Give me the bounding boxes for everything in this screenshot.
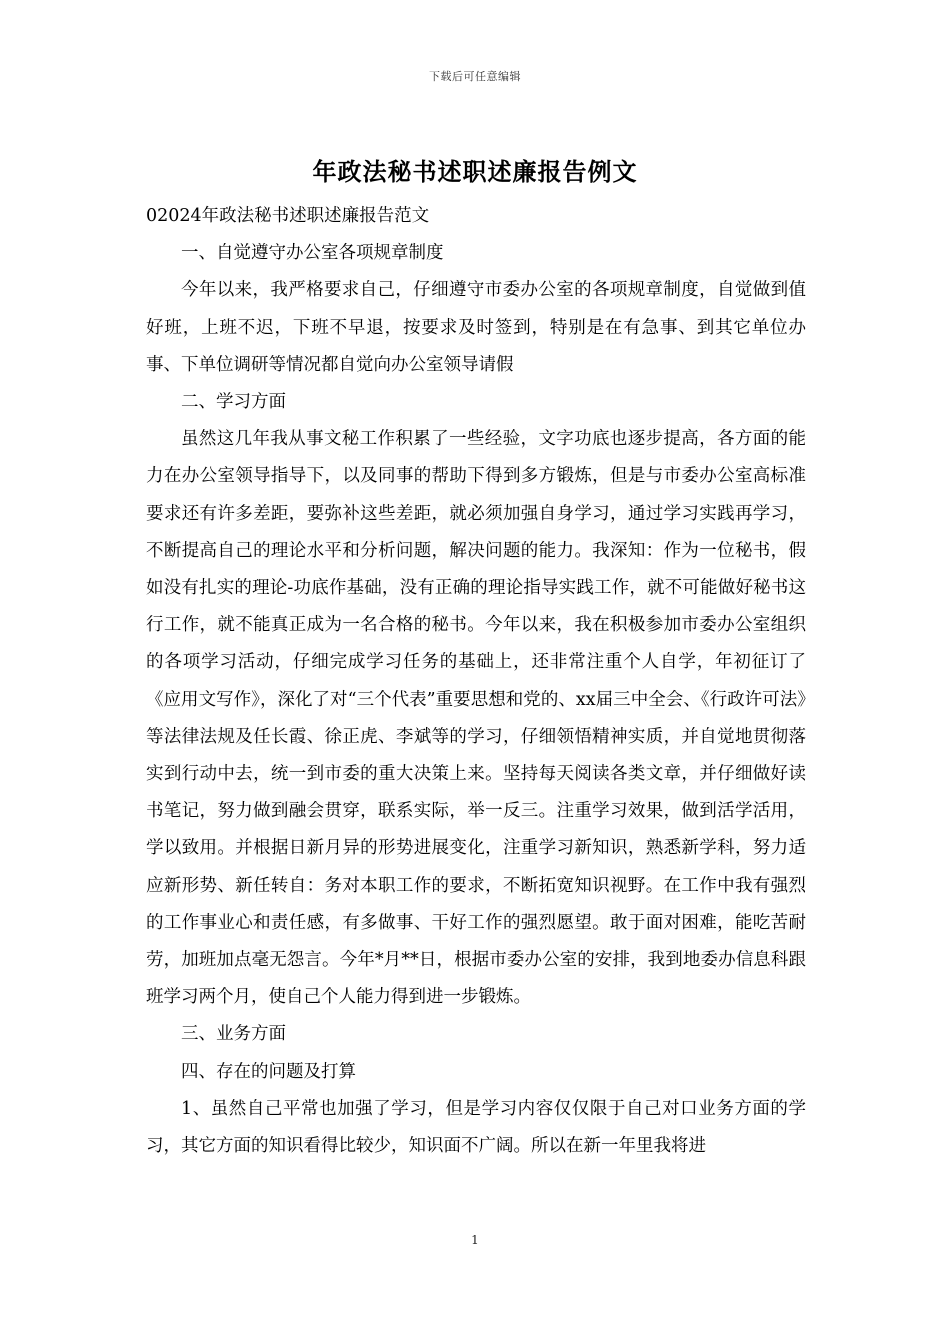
document-body [146,198,806,1165]
document-subtitle: 02024年政法秘书述职述廉报告范文 [146,206,430,226]
page-number: 1 [471,1233,479,1247]
section-heading-2: 二、学习方面 [181,392,286,413]
section-heading-1: 一、自觉遵守办公室各项规章制度 [181,243,444,264]
paragraph-rules: 今年以来，我严格要求自己，仔细遵守市委办公室的各项规章制度，自觉做到值好班，上班不迟，下班不早退，按要求及时签到，特别是在有急事、到其它单位办事、下单位调研等情况都自觉向办公室领导请假 [146,280,806,375]
section-heading-4: 四、存在的问题及打算 [181,1061,356,1082]
section-heading-3: 三、业务方面 [181,1024,286,1045]
page-header-note: 下载后可任意编辑 [429,70,521,83]
document-title: 年政法秘书述职述廉报告例文 [312,158,638,186]
paragraph-problems: 1、虽然自己平常也加强了学习，但是学习内容仅仅限于自己对口业务方面的学习，其它方面的知识看得比较少，知识面不广阔。所以在新一年里我将进 [146,1098,806,1157]
paragraph-study: 虽然这几年我从事文秘工作积累了一些经验，文字功底也逐步提高，各方面的能力在办公室领导指导下，以及同事的帮助下得到多方锻炼，但是与市委办公室高标准要求还有许多差距，要弥补这些差距，就必须加强自身学习，通过学习实践再学习，不断提高自己的理论水平和分析问题，解决问题的能力。我深知：作为一位秘书，假如没有扎实的理论-功底作基础，没有正确的理论指导实践工作，就不可能做好秘书这行工作，就不能真正成为一名合格的秘书。今年以来，我在积极参加市委办公室组织的各项学习活动，仔细完成学习任务的基础上，还非常注重个人自学，年初征订了《应用文写作》，深化了对“三个代表”重要思想和党的、xx届三中全会、《行政许可法》等法律法规及任长霞、徐正虎、李斌等的学习，仔细领悟精神实质，并自觉地贯彻落实到行动中去，统一到市委的重大决策上来。坚持每天阅读各类文章，并仔细做好读书笔记，努力做到融会贯穿，联系实际，举一反三。注重学习效果，做到活学活用，学以致用。并根据日新月异的形势进展变化，注重学习新知识，熟悉新学科，努力适应新形势、新任转自：务对本职工作的要求，不断拓宽知识视野。在工作中我有强烈的工作事业心和责任感，有多做事、干好工作的强烈愿望。敢于面对困难，能吃苦耐劳，加班加点毫无怨言。今年*月**日，根据市委办公室的安排，我到地委办信息科跟班学习两个月，使自己个人能力得到进一步锻炼。 [146,429,806,1008]
